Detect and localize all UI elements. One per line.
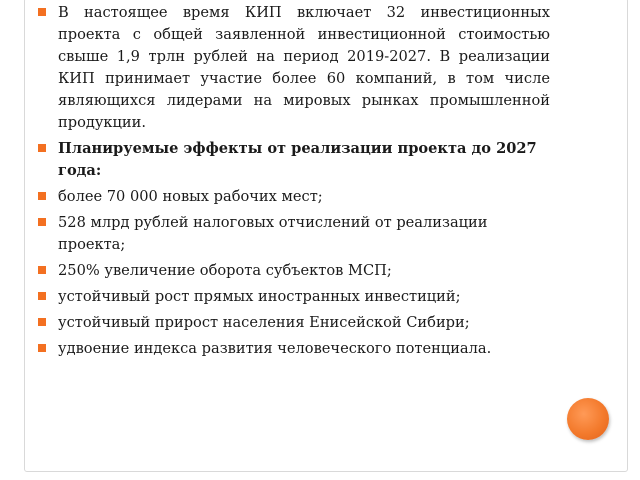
- paragraph-kip-overview: В настоящее время КИП включает 32 инвестиционных проекта с общей заявленной инвестиционной стоимостью свыше 1,9 трлн рублей на период 2019-2027. В реализации КИП принимает участие более 60 компаний, в том числе являющихся лидерами на мировых рынках промышленной продукции.: [58, 4, 550, 131]
- square-bullet-icon: [38, 266, 46, 274]
- square-bullet-icon: [38, 344, 46, 352]
- effect-sme-turnover: 250% увеличение оборота субъектов МСП;: [58, 262, 392, 279]
- list-item: [38, 138, 550, 182]
- square-bullet-icon: [38, 218, 46, 226]
- list-item: [38, 212, 550, 256]
- list-item: [38, 260, 550, 282]
- list-item: [38, 338, 550, 360]
- square-bullet-icon: [38, 144, 46, 152]
- list-item: [38, 312, 550, 334]
- bullet-list: [38, 2, 550, 364]
- effect-jobs: более 70 000 новых рабочих мест;: [58, 188, 323, 205]
- list-item: [38, 186, 550, 208]
- square-bullet-icon: [38, 8, 46, 16]
- effect-taxes: 528 млрд рублей налоговых отчислений от реализации проекта;: [58, 214, 488, 253]
- list-item: [38, 2, 550, 134]
- list-item: [38, 286, 550, 308]
- square-bullet-icon: [38, 192, 46, 200]
- effect-population-growth: устойчивый прирост населения Енисейской Сибири;: [58, 314, 470, 331]
- section-heading-effects: Планируемые эффекты от реализации проекта до 2027 года:: [58, 140, 537, 179]
- orange-circle-ornament: [567, 398, 609, 440]
- effect-hdi-doubling: удвоение индекса развития человеческого потенциала.: [58, 340, 492, 357]
- square-bullet-icon: [38, 292, 46, 300]
- effect-fdi-growth: устойчивый рост прямых иностранных инвестиций;: [58, 288, 461, 305]
- square-bullet-icon: [38, 318, 46, 326]
